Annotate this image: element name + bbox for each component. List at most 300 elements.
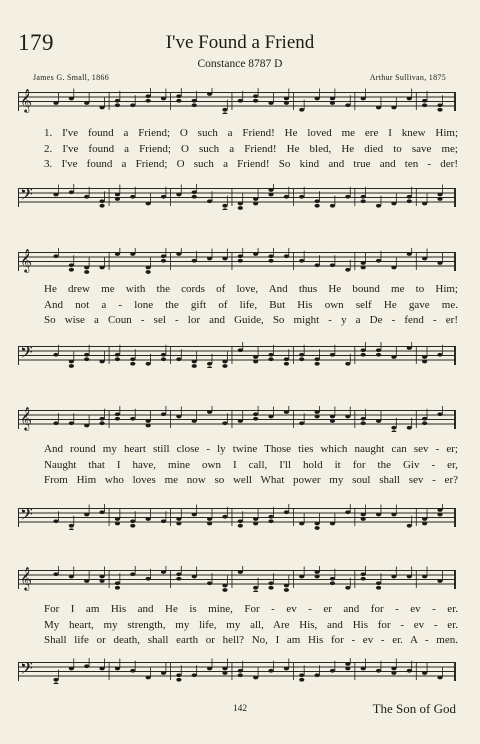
note-head [146,577,151,581]
note-head [99,199,104,203]
note-head [253,517,258,521]
note-head [345,586,350,590]
note-head [192,360,197,364]
note-head [115,412,120,416]
note-head [146,424,151,428]
note-head [176,415,181,419]
note-head [207,517,212,521]
note-head [69,268,74,272]
note-head [146,676,151,680]
note-head [437,261,442,265]
note-head [315,570,320,574]
note-head [330,415,335,419]
note-head [299,259,304,263]
note-head [268,415,273,419]
note-head [407,199,412,203]
note-head [207,581,212,585]
note-head [284,195,289,199]
lyrics-block-2 [44,282,458,329]
tune-name: Constance 8787 D [197,58,283,70]
page-number: 142 [232,704,248,714]
note-head [176,678,181,682]
note-head [422,522,427,526]
note-head [115,522,120,526]
note-head [115,353,120,357]
note-head [161,570,166,574]
lyric-verse-3: 3. I've found a Friend; O such a Friend! So kind and true and ten - der! [44,158,458,170]
note-head [99,421,104,425]
note-head [253,94,258,98]
note-head [53,421,58,425]
note-head [361,667,366,671]
note-head [376,259,381,263]
note-head [222,588,227,592]
treble-notes [44,88,452,114]
bass-clef-icon: 𝄢 [20,506,33,528]
note-head [130,195,135,199]
note-head [84,579,89,583]
note-head [176,357,181,361]
note-head [238,206,243,210]
note-head [299,522,304,526]
note-head [268,259,273,263]
note-head [284,254,289,258]
treble-staff [18,252,456,270]
note-head [176,572,181,576]
note-head [69,524,74,528]
note-head [69,667,74,671]
note-head [315,526,320,530]
note-head [207,92,212,96]
note-head [130,417,135,421]
lyric-verse-2: 2. I've found a Friend; O such a Friend! He bled, He died to save me; [44,142,458,155]
note-head [207,362,212,366]
note-head [192,673,197,677]
note-head [422,103,427,107]
note-head [99,579,104,583]
note-head [115,581,120,585]
note-head [376,513,381,517]
note-head [345,415,350,419]
lyric-verse-2: Naught that I have, mine own I call, I'll hold it for the Giv - er, [44,458,458,471]
note-head [422,671,427,675]
note-head [268,254,273,258]
bass-staff [18,662,456,680]
note-head [53,682,58,684]
note-head [330,581,335,585]
bass-notes [44,184,452,210]
bass-clef-icon: 𝄢 [20,660,33,682]
note-head [84,664,89,668]
music-credit: Arthur Sullivan, 1875 [369,73,446,82]
note-head [69,190,74,194]
note-head [176,577,181,581]
note-head [253,360,258,364]
note-head [238,202,243,206]
note-head [115,586,120,590]
lyric-verse-2: My heart, my strength, my life, my all, Are His, and His for - ev - er. [44,618,458,631]
note-head [345,667,350,671]
bass-notes [44,342,452,368]
note-head [437,197,442,201]
note-head [315,263,320,267]
note-head [207,667,212,671]
bass-staff [18,188,456,206]
note-head [176,252,181,256]
note-head [391,266,396,270]
note-head [315,199,320,203]
note-head [315,362,320,366]
note-head [284,97,289,101]
note-head [99,266,104,270]
treble-notes [44,406,452,432]
lyric-verse-3: So wise a Coun - sel - lor and Guide, So might - y a De - fend - er! [44,314,458,326]
note-head [207,522,212,526]
note-head [192,575,197,579]
note-head [407,346,412,350]
note-head [69,421,74,425]
note-head [437,193,442,197]
note-head [253,590,258,592]
note-head [284,101,289,105]
note-head [376,419,381,423]
note-head [391,513,396,517]
note-head [207,410,212,414]
treble-clef-icon: 𝄞 [20,90,32,112]
note-head [146,419,151,423]
note-head [437,579,442,583]
note-head [222,364,227,368]
note-head [268,586,273,590]
note-head [99,575,104,579]
note-head [192,190,197,194]
note-head [330,353,335,357]
note-head [222,421,227,425]
note-head [345,268,350,272]
note-head [253,676,258,680]
note-head [422,257,427,261]
note-head [238,669,243,673]
note-head [315,522,320,526]
hymn-title: I've Found a Friend [165,32,315,53]
note-head [284,588,289,592]
note-head [222,584,227,588]
note-head [284,584,289,588]
note-head [146,99,151,103]
note-head [345,510,350,514]
bass-notes [44,658,452,684]
note-head [192,195,197,199]
note-head [268,357,273,361]
note-head [361,417,366,421]
note-head [222,204,227,208]
note-head [345,362,350,366]
note-head [130,519,135,523]
note-head [238,99,243,103]
note-head [422,417,427,421]
note-head [53,254,58,258]
note-head [253,417,258,421]
note-head [146,362,151,366]
note-head [84,266,89,270]
hymn-number: 179 [18,30,54,55]
note-head [268,581,273,585]
note-head [99,360,104,364]
note-head [99,417,104,421]
note-head [361,199,366,203]
bass-notes [44,504,452,530]
bass-clef-icon: 𝄢 [20,186,33,208]
note-head [299,673,304,677]
note-head [130,103,135,107]
note-head [222,112,227,114]
note-head [69,575,74,579]
note-head [130,357,135,361]
note-head [161,412,166,416]
note-head [115,193,120,197]
treble-notes [44,566,452,592]
note-head [99,510,104,514]
note-head [238,524,243,528]
section-title: The Son of God [372,701,456,716]
note-head [146,94,151,98]
note-head [176,673,181,677]
note-head [391,202,396,206]
note-head [268,669,273,673]
note-head [222,108,227,112]
note-head [99,204,104,208]
note-head [361,577,366,581]
note-head [176,94,181,98]
note-head [253,412,258,416]
note-head [361,513,366,517]
note-head [53,353,58,357]
note-head [176,522,181,526]
note-head [268,193,273,197]
lyric-verse-3: Shall life or death, shall earth or hell? No, I am His for - ev - er. A - men. [44,634,458,646]
note-head [437,353,442,357]
note-head [437,676,442,680]
note-head [69,360,74,364]
note-head [407,252,412,256]
lyric-verse-1: 1. I've found a Friend; O such a Friend! He loved me ere I knew Him; [44,127,458,139]
treble-staff [18,410,456,428]
note-head [376,348,381,352]
note-head [238,570,243,574]
note-head [407,524,412,528]
note-head [84,270,89,274]
lyric-verse-1: He drew me with the cords of love, And thus He bound me to Him; [44,283,458,295]
note-head [315,575,320,579]
note-head [422,517,427,521]
note-head [161,259,166,263]
note-head [437,103,442,107]
note-head [69,528,74,530]
note-head [84,101,89,105]
note-head [422,99,427,103]
note-head [299,357,304,361]
note-head [84,424,89,428]
note-head [253,355,258,359]
note-head [391,575,396,579]
note-head [407,195,412,199]
note-head [161,195,166,199]
note-head [53,519,58,523]
note-head [238,254,243,258]
note-head [130,572,135,576]
note-head [253,522,258,526]
note-head [253,99,258,103]
note-head [115,252,120,256]
note-head [391,106,396,110]
lyric-verse-1: And round my heart still close - ly twine Those ties which naught can sev - er; [44,443,458,455]
note-head [422,202,427,206]
note-head [238,673,243,677]
note-head [238,348,243,352]
note-head [330,97,335,101]
note-head [53,193,58,197]
note-head [345,103,350,107]
note-head [192,364,197,368]
bass-staff [18,508,456,526]
note-head [115,357,120,361]
note-head [238,419,243,423]
note-head [146,202,151,206]
note-head [115,517,120,521]
lyric-verse-1: For I am His and He is mine, For - ev - er and for - ev - er. [44,603,458,615]
note-head [299,195,304,199]
note-head [299,353,304,357]
note-head [115,417,120,421]
note-head [84,513,89,517]
note-head [437,412,442,416]
lyrics-block-4 [44,602,458,649]
note-head [299,421,304,425]
note-head [161,254,166,258]
note-head [69,97,74,101]
note-head [315,97,320,101]
note-head [376,204,381,208]
treble-clef-icon: 𝄞 [20,250,32,272]
note-head [69,263,74,267]
note-head [330,669,335,673]
note-head [207,199,212,203]
note-head [115,103,120,107]
note-head [253,252,258,256]
note-head [299,678,304,682]
note-head [207,366,212,368]
note-head [238,519,243,523]
lyric-verse-3: From Him who loves me now so well What power my soul shall sev - er? [44,474,458,486]
note-head [222,515,227,519]
note-head [207,257,212,261]
note-head [407,426,412,430]
note-head [345,662,350,666]
note-head [330,419,335,423]
note-head [161,357,166,361]
note-head [376,106,381,110]
note-head [253,202,258,206]
note-head [376,581,381,585]
note-head [361,572,366,576]
note-head [53,572,58,576]
lyrics-block-3 [44,442,458,489]
note-head [391,355,396,359]
note-head [53,101,58,105]
note-head [422,575,427,579]
note-head [376,586,381,590]
note-head [115,667,120,671]
note-head [192,99,197,103]
note-head [391,671,396,675]
note-head [176,517,181,521]
note-head [268,101,273,105]
note-head [130,524,135,528]
note-head [315,204,320,208]
treble-staff [18,570,456,588]
note-head [391,667,396,671]
note-head [268,515,273,519]
note-head [268,519,273,523]
treble-clef-icon: 𝄞 [20,408,32,430]
note-head [315,410,320,414]
note-head [422,360,427,364]
note-head [407,97,412,101]
note-head [192,419,197,423]
note-head [330,522,335,526]
note-head [315,357,320,361]
note-head [176,193,181,197]
note-head [299,575,304,579]
note-head [161,353,166,357]
note-head [69,364,74,368]
note-head [376,669,381,673]
note-head [84,357,89,361]
note-head [330,204,335,208]
words-credit: James G. Small, 1866 [33,73,109,82]
note-head [437,508,442,512]
note-head [115,197,120,201]
note-head [222,671,227,675]
note-head [253,586,258,590]
note-head [361,97,366,101]
note-head [407,669,412,673]
note-head [222,208,227,210]
treble-clef-icon: 𝄞 [20,568,32,590]
note-head [53,678,58,682]
note-head [361,353,366,357]
note-head [146,270,151,274]
note-head [361,348,366,352]
note-head [192,513,197,517]
note-head [192,259,197,263]
note-head [84,353,89,357]
note-head [268,188,273,192]
note-head [146,266,151,270]
note-head [361,517,366,521]
note-head [130,252,135,256]
note-head [407,575,412,579]
bass-clef-icon: 𝄢 [20,344,33,366]
note-head [130,362,135,366]
treble-staff [18,92,456,110]
note-head [361,195,366,199]
note-head [161,97,166,101]
note-head [268,353,273,357]
note-head [222,360,227,364]
note-head [330,263,335,267]
note-head [161,671,166,675]
